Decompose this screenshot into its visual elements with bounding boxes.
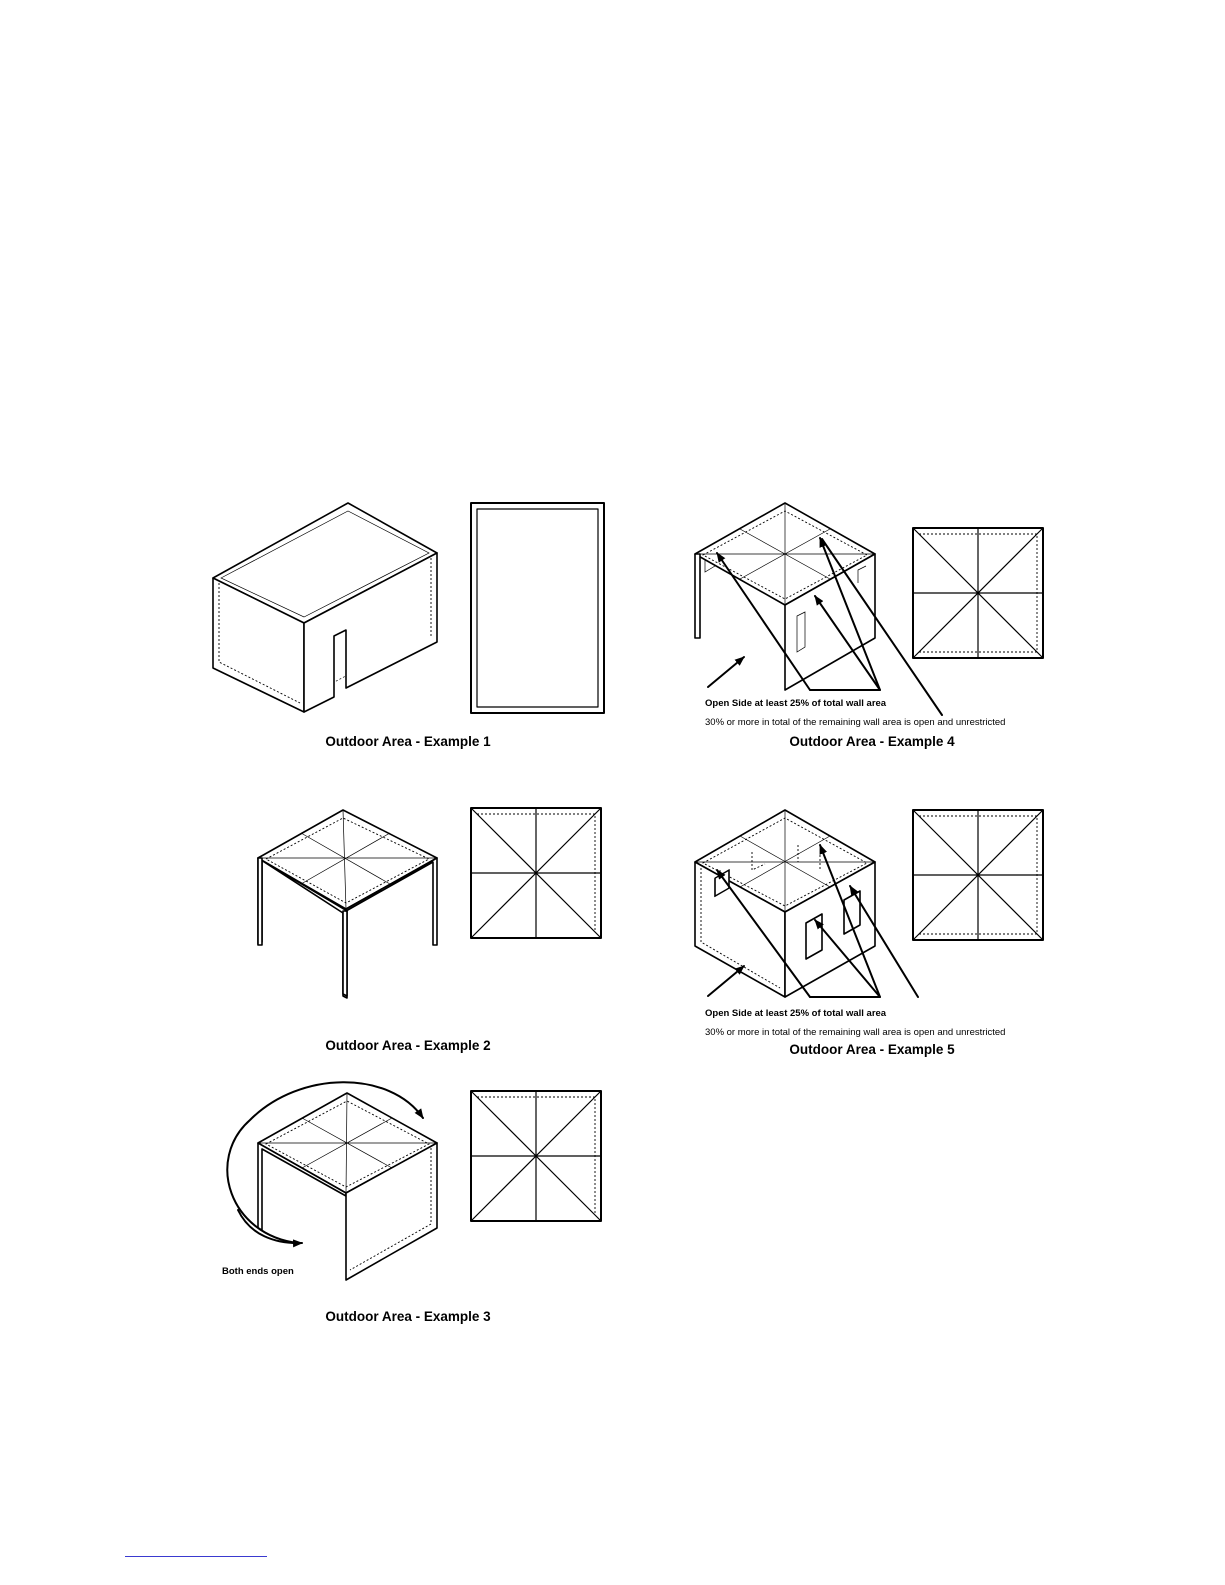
example-4-isometric (695, 503, 942, 715)
example-5-note-open-side: Open Side at least 25% of total wall area (705, 1008, 887, 1019)
example-2-plan (471, 808, 601, 938)
footnote-separator (125, 1556, 267, 1557)
example-1-isometric (213, 503, 437, 712)
example-3-caption: Outdoor Area - Example 3 (325, 1309, 491, 1324)
example-3-isometric (227, 1082, 437, 1280)
example-2-caption: Outdoor Area - Example 2 (325, 1038, 491, 1053)
example-4-note-open-side: Open Side at least 25% of total wall area (705, 698, 887, 709)
example-4-note-remaining: 30% or more in total of the remaining wall area is open and unrestricted (705, 717, 1006, 728)
example-3-plan (471, 1091, 601, 1221)
example-5-caption: Outdoor Area - Example 5 (789, 1042, 955, 1057)
example-4-caption: Outdoor Area - Example 4 (789, 734, 955, 749)
example-5-isometric (695, 810, 918, 997)
example-2-isometric (258, 810, 437, 998)
example-3-note: Both ends open (222, 1266, 294, 1277)
example-1-caption: Outdoor Area - Example 1 (325, 734, 491, 749)
example-5-note-remaining: 30% or more in total of the remaining wall area is open and unrestricted (705, 1027, 1006, 1038)
example-1-plan (471, 503, 604, 713)
example-5-plan (913, 810, 1043, 940)
example-4-plan (913, 528, 1043, 658)
example-3-arrow-bottom (238, 1210, 302, 1243)
